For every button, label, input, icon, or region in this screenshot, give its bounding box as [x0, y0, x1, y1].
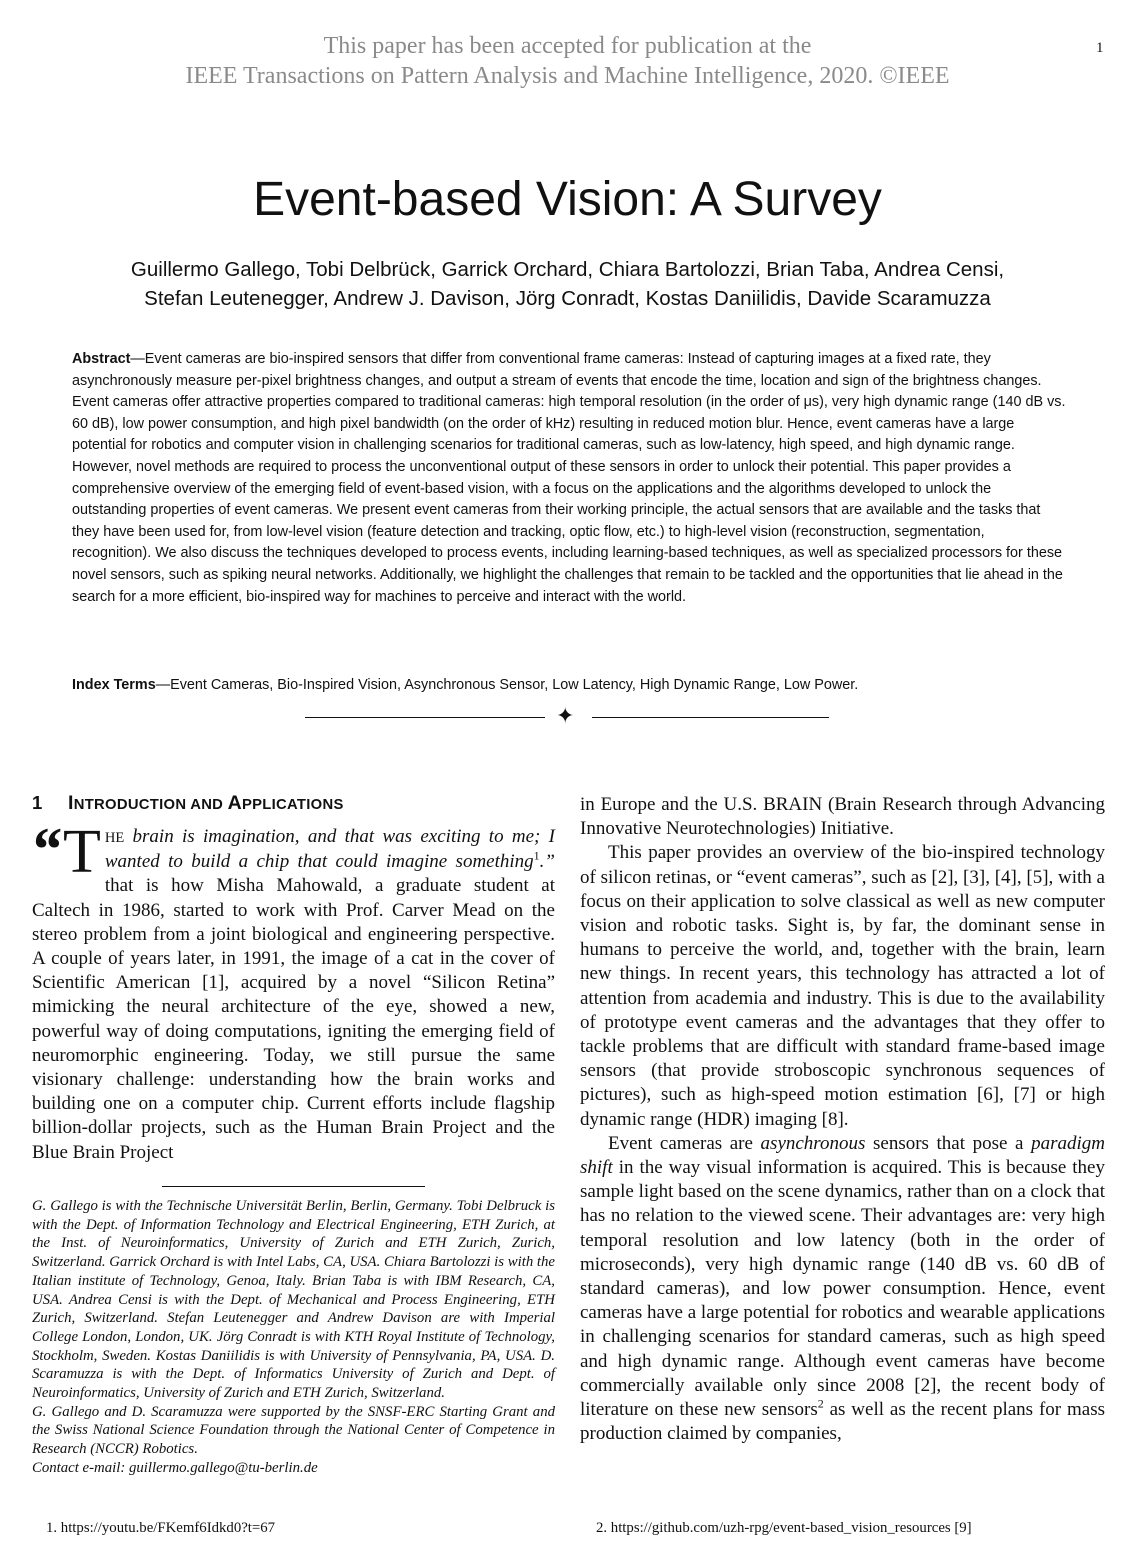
section-title-cap-1: I: [68, 792, 74, 814]
section-title-rest-1: NTRODUCTION AND: [73, 797, 228, 813]
publication-notice: [0, 31, 1135, 91]
continuation-paragraph: in Europe and the U.S. BRAIN (Brain Research through Advancing Innovative Neurotechnologies) Initiative.: [580, 794, 1105, 840]
author-line-2: Stefan Leutenegger, Andrew J. Davison, Jörg Conradt, Kostas Daniilidis, Davide Scaramuzza: [144, 287, 991, 310]
author-line-1: Guillermo Gallego, Tobi Delbrück, Garrick Orchard, Chiara Bartolozzi, Brian Taba, Andrea Censi,: [130, 258, 1005, 281]
footnote-2: 2. https://github.com/uzh-rpg/event-based_vision_resources [9]: [596, 1520, 972, 1536]
intro-paragraph: [30, 816, 555, 1165]
intro-quote: brain is imagination, and that was exciting to me; I wanted to build a chip that could imagine something: [104, 826, 555, 873]
footnote-1: 1. https://youtu.be/FKemf6Idkd0?t=67: [46, 1520, 276, 1536]
paper-title: Event-based Vision: A Survey: [253, 173, 882, 226]
separator-star-icon: ✦: [556, 704, 575, 729]
abstract-text: —Event cameras are bio-inspired sensors that differ from conventional frame cameras: Instead of capturing images at a fixed rate, they asynchronously measure per-pixel brightness changes, and output a stream of events that encode the time, location and sign of the brightness changes. Event cameras offer attractive properties compared to traditional cameras: high temporal resolution (in the order of μs), very high dynamic range (140 dB vs. 60 dB), low power consumption, and high pixel bandwidth (on the order of kHz) resulting in reduced motion blur. Hence, event cameras have a large potential for robotics and computer vision in challenging scenarios for traditional cameras, such as low-latency, high speed, and high dynamic range. However, novel methods are required to process the unconventional output of these sensors in order to unlock their potential. This paper provides a comprehensive overview of the emerging field of event-based vision, with a focus on the applications and the algorithms developed to unlock the outstanding properties of event cameras. We present event cameras from their working principle, the actual sensors that are available and the tasks that they have been used for, from low-level vision (feature detection and tracking, optic flow, etc.) to high-level vision (reconstruction, segmentation, recognition). We also discuss the techniques developed to process events, including learning-based techniques, as well as specialized processors for these novel sensors, such as spiking neural networks. Additionally, we highlight the challenges that remain to be tackled and the opportunities that lie ahead in the search for a more efficient, bio-inspired way for machines to perceive and interact with the world.: [72, 351, 1066, 605]
section-heading: [32, 791, 555, 815]
para3-text-b: sensors that pose a: [865, 1132, 1032, 1154]
section-title-cap-2: A: [227, 792, 242, 814]
dropcap-quote: “: [30, 816, 61, 884]
right-column: [580, 793, 1105, 1446]
abstract: [72, 349, 1066, 608]
index-terms-text: —Event Cameras, Bio-Inspired Vision, Asynchronous Sensor, Low Latency, High Dynamic Range, Low Power.: [155, 677, 859, 693]
publication-notice-line2: IEEE Transactions on Pattern Analysis and Machine Intelligence, 2020. ©IEEE: [185, 63, 950, 89]
index-terms-label: Index Terms: [72, 677, 156, 693]
page-number: 1: [1096, 40, 1104, 56]
separator-rule-left: [305, 717, 545, 718]
footnote-mark-1: 1: [533, 848, 540, 863]
separator-rule-right: [592, 717, 829, 718]
para3-italic-paradigm-shift: paradigm shift: [580, 1132, 1105, 1179]
author-list: [40, 255, 1095, 313]
para3-italic-asynchronous: asynchronous: [760, 1132, 866, 1154]
footnote-rule: [162, 1186, 425, 1187]
intro-body: that is how Misha Mahowald, a graduate student at Caltech in 1986, started to work with Prof. Carver Mead on the stereo problem from a joint biological and engineering perspective. A couple of years later, in 1991, the image of a cat in the cover of Scientific American [1], acquired by a novel “Silicon Retina” mimicking the neural architecture of the eye, showed a new, powerful way of doing computations, igniting the emerging field of neuromorphic engineering. Today, we still pursue the same visionary challenge: understanding how the brain works and building one on a computer chip. Current efforts include flagship billion-dollar projects, such as the Human Brain Project and the Blue Brain Project: [32, 875, 555, 1163]
dropcap-letter: T: [63, 818, 101, 886]
overview-paragraph: This paper provides an overview of the bio-inspired technology of silicon retinas, or “event cameras”, such as [2], [3], [4], [5], with a focus on their application to solve classical as well as new computer vision and robotic tasks. Sight is, by far, the dominant sense in humans to perceive the world, and, together with the brain, learn new things. In recent years, this technology has attracted a lot of attention from academia and industry. This is due to the availability of prototype event cameras and the advantages that they offer to tackle problems that are difficult with standard frame-based image sensors (that provide stroboscopic synchronous sequences of pictures), such as high-speed motion estimation [6], [7] or high dynamic range (HDR) imaging [8].: [580, 842, 1105, 1130]
para3-text-d: as well as the recent plans for mass production claimed by companies,: [580, 1399, 1105, 1445]
author-affiliations: [32, 1197, 555, 1478]
publication-notice-line1: This paper has been accepted for publication at the: [323, 33, 812, 59]
footnote-mark-2: 2: [817, 1396, 824, 1411]
intro-smallcaps: HE: [104, 830, 125, 846]
affiliations-text: G. Gallego is with the Technische Universität Berlin, Berlin, Germany. Tobi Delbruck is with the Dept. of Information Technology and Electrical Engineering, ETH Zurich, at the Inst. of Neuroinformatics, University of Zurich and ETH Zurich, Zurich, Switzerland. Garrick Orchard is with Intel Labs, CA, USA. Chiara Bartolozzi is with the Italian institute of Technology, Genoa, Italy. Brian Taba is with IBM Research, CA, USA. Andrea Censi is with the Dept. of Mechanical and Process Engineering, ETH Zurich, Switzerland. Stefan Leutenegger and Andrew Davison are with Imperial College London, London, UK. Jörg Conradt is with KTH Royal Institute of Technology, Stockholm, Sweden. Kostas Daniilidis is with University of Pennsylvania, PA, USA. D. Scaramuzza is with the Dept. of Informatics University of Zurich and Dept. of Neuroinformatics, University of Zurich and ETH Zurich, Switzerland.: [32, 1198, 555, 1402]
section-number: 1: [32, 792, 43, 813]
abstract-label: Abstract: [72, 351, 131, 367]
section-title-rest-2: PPLICATIONS: [241, 797, 344, 813]
para3-text-c: in the way visual information is acquired. This is because they sample light based on the scene dynamics, rather than on a clock that has no relation to the viewed scene. Their advantages are: very high temporal resolution and low latency (both in the order of microseconds), very high dynamic range (140 dB vs. 60 dB of standard cameras), and low power consumption. Hence, event cameras have a large potential for robotics and wearable applications in challenging scenarios for standard cameras, such as high speed and high dynamic range. Although event cameras have become commercially available only since 2008 [2], the recent body of literature on these new sensors: [580, 1157, 1105, 1421]
intro-quote-close: .”: [539, 851, 555, 873]
funding-text: G. Gallego and D. Scaramuzza were supported by the SNSF-ERC Starting Grant and the Swiss National Science Foundation through the National Center of Competence in Research (NCCR) Robotics.: [32, 1403, 555, 1458]
event-camera-paragraph: [580, 1132, 1105, 1447]
index-terms: [72, 675, 1066, 697]
contact-email: Contact e-mail: guillermo.gallego@tu-berlin.de: [32, 1459, 318, 1476]
left-column: [32, 791, 555, 1165]
para3-text-a: Event cameras are: [608, 1132, 761, 1154]
